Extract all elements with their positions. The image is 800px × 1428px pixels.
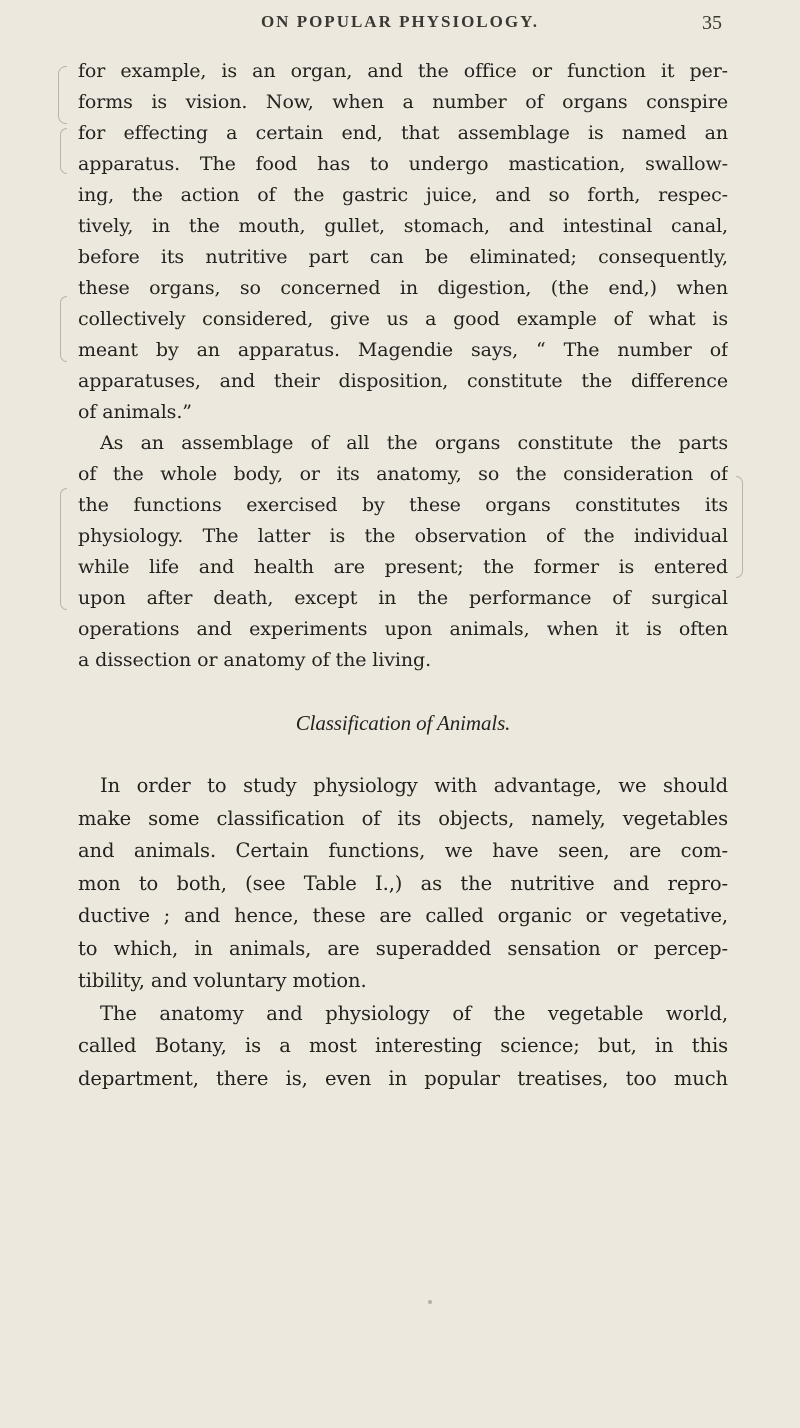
body-text: [78, 56, 728, 1095]
text-line: ductive ; and hence, these are called organic or vegetative,: [78, 904, 728, 927]
text-line: As an assemblage of all the organs constitute the parts: [100, 432, 728, 454]
text-line: for example, is an organ, and the office or function it per-: [78, 60, 728, 82]
running-head: [0, 12, 800, 42]
text-line: these organs, so concerned in digestion, (the end,) when: [78, 277, 728, 299]
text-line: of animals.”: [78, 401, 192, 423]
text-line: physiology. The latter is the observation of the individual: [78, 525, 728, 547]
text-line: In order to study physiology with advantage, we should: [100, 774, 728, 797]
margin-bracket-mark: [60, 488, 67, 610]
section-heading: Classification of Animals.: [295, 711, 511, 735]
text-line: forms is vision. Now, when a number of organs conspire: [78, 91, 728, 113]
text-line: while life and health are present; the former is entered: [78, 556, 728, 578]
text-line: ing, the action of the gastric juice, and so forth, respec-: [78, 184, 728, 206]
text-line: a dissection or anatomy of the living.: [78, 649, 432, 671]
text-line: upon after death, except in the performance of surgical: [78, 587, 728, 609]
paragraph-anatomy-physiology: [78, 428, 728, 676]
paper-speck: [428, 1300, 432, 1304]
margin-bracket-mark: [736, 476, 743, 578]
margin-bracket-mark: [60, 128, 67, 174]
paragraph-classification: [78, 770, 728, 1095]
text-line: meant by an apparatus. Magendie says, “ The number of: [78, 339, 728, 361]
text-line: the functions exercised by these organs constitutes its: [78, 494, 728, 516]
text-line: of the whole body, or its anatomy, so the consideration of: [78, 463, 728, 485]
margin-bracket-mark: [58, 66, 67, 124]
text-line: mon to both, (see Table I.,) as the nutritive and repro-: [78, 871, 728, 895]
margin-bracket-mark: [60, 296, 67, 362]
running-title: ON POPULAR PHYSIOLOGY.: [260, 12, 540, 31]
page-number: 35: [702, 12, 722, 34]
text-line: apparatus. The food has to undergo mastication, swallow-: [78, 153, 728, 175]
text-line: called Botany, is a most interesting science; but, in this: [78, 1034, 728, 1057]
text-line: The anatomy and physiology of the vegetable world,: [100, 1001, 728, 1025]
text-line: collectively considered, give us a good example of what is: [78, 308, 728, 330]
text-line: operations and experiments upon animals, when it is often: [78, 618, 728, 640]
text-line: tibility, and voluntary motion.: [78, 969, 367, 992]
text-line: apparatuses, and their disposition, constitute the difference: [78, 370, 728, 392]
text-line: to which, in animals, are superadded sensation or percep-: [78, 936, 728, 960]
text-line: before its nutritive part can be eliminated; consequently,: [78, 246, 728, 268]
text-line: for effecting a certain end, that assemblage is named an: [78, 122, 728, 144]
text-line: tively, in the mouth, gullet, stomach, and intestinal canal,: [78, 215, 728, 237]
text-line: department, there is, even in popular treatises, too much: [78, 1066, 728, 1090]
text-line: and animals. Certain functions, we have seen, are com-: [78, 839, 728, 862]
paragraph-apparatus: [78, 56, 728, 428]
text-line: make some classification of its objects, namely, vegetables: [78, 806, 728, 830]
